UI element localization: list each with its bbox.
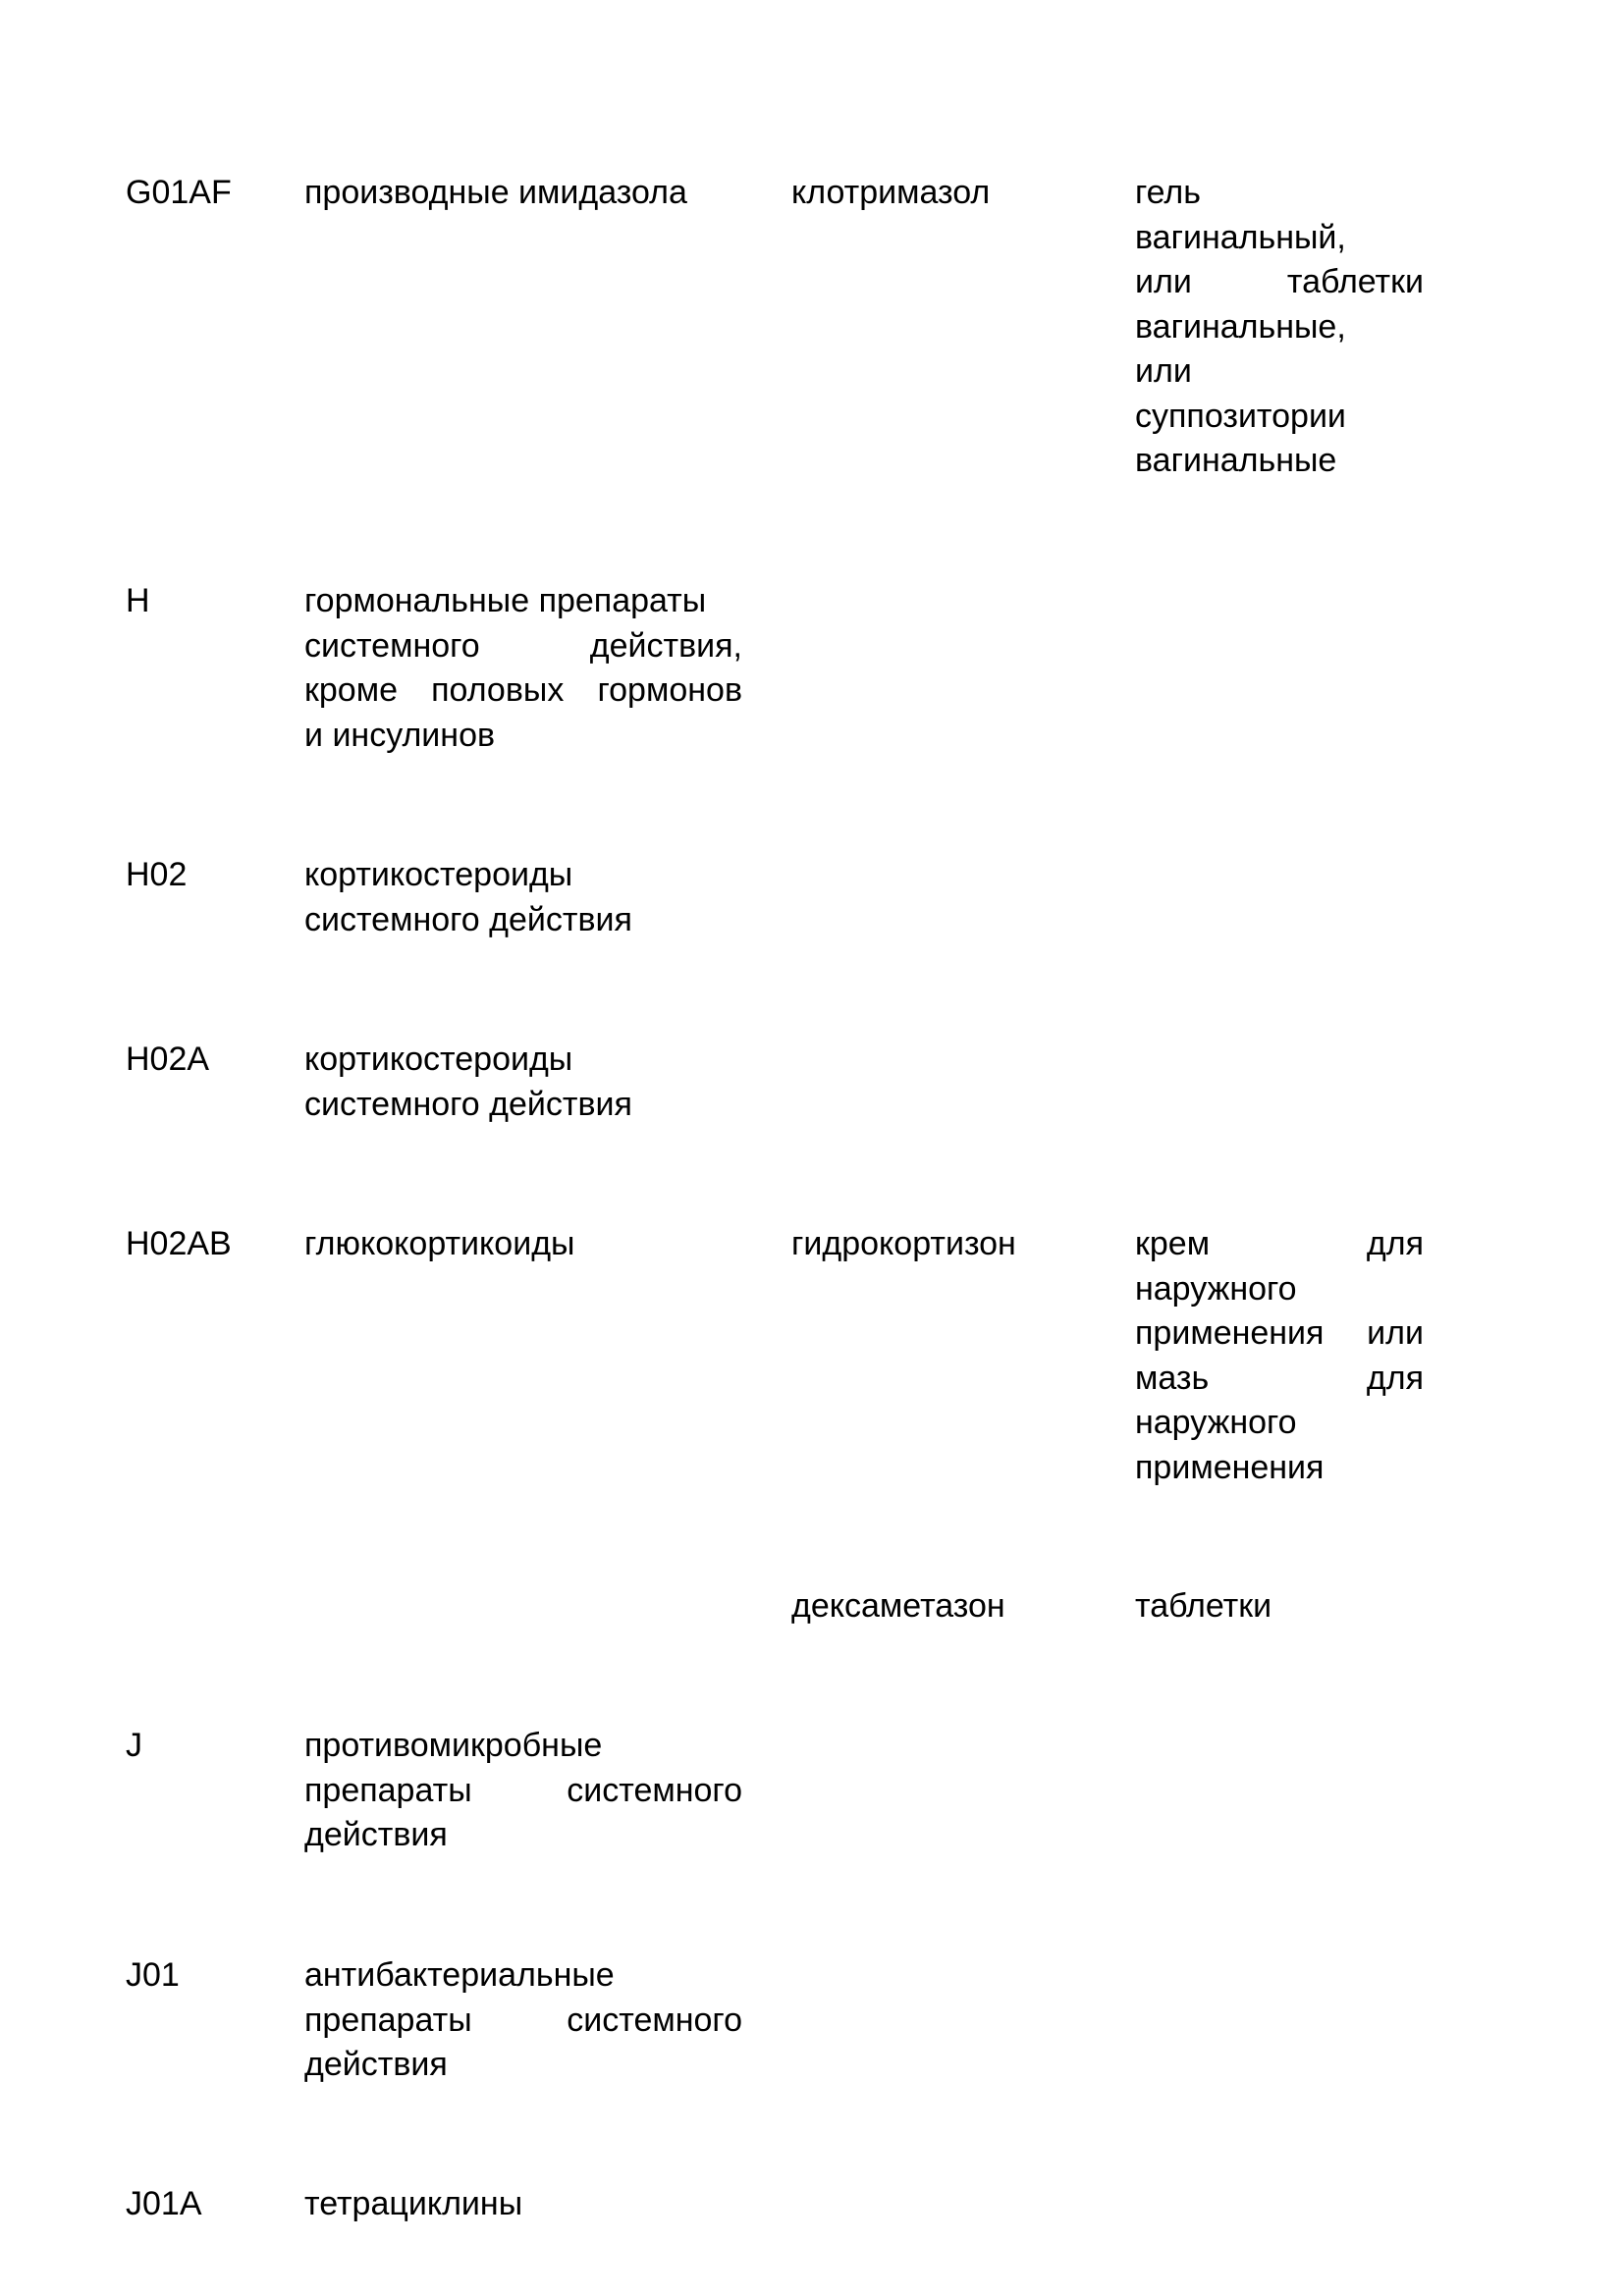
name-line: системного действия: [304, 900, 632, 938]
form-line: крем для: [1135, 1225, 1424, 1262]
dosage-form: [1135, 1584, 1424, 1629]
name-line: системного действия: [304, 1085, 632, 1123]
anatomical-group-name: [304, 853, 742, 942]
anatomical-group-name: [304, 1724, 742, 1858]
form-line: применения или: [1135, 1314, 1424, 1352]
name-line: кортикостероиды: [304, 1041, 573, 1078]
dosage-form: [1135, 1222, 1424, 1490]
form-line: применения: [1135, 1448, 1325, 1486]
atc-code: H: [126, 582, 150, 619]
atc-code: J: [126, 1727, 142, 1764]
form-line: суппозитории: [1135, 397, 1346, 435]
form-line: вагинальный,: [1135, 218, 1346, 256]
name-line: глюкокортикоиды: [304, 1225, 575, 1262]
form-line: мазь для: [1135, 1359, 1424, 1397]
form-line: вагинальные,: [1135, 307, 1346, 346]
anatomical-group-name: [304, 579, 742, 758]
atc-code: G01AF: [126, 174, 232, 211]
form-line: вагинальные: [1135, 442, 1337, 479]
atc-code: J01A: [126, 2185, 202, 2222]
form-line: гель: [1135, 174, 1201, 211]
atc-code: H02: [126, 856, 188, 893]
name-line: препараты системного: [304, 2001, 742, 2039]
name-line: и инсулинов: [304, 716, 496, 754]
form-line: наружного: [1135, 1269, 1297, 1308]
dosage-form: [1135, 171, 1424, 484]
drug-name: гидрокортизон: [791, 1225, 1016, 1262]
atc-code: J01: [126, 1956, 180, 1994]
anatomical-group-name: [304, 1038, 742, 1127]
name-line: препараты системного: [304, 1771, 742, 1809]
drug-name: дексаметазон: [791, 1587, 1005, 1625]
name-line: кортикостероиды: [304, 856, 573, 893]
name-line: гормональные препараты: [304, 582, 707, 619]
drug-name: клотримазол: [791, 174, 991, 211]
name-line: производные имидазола: [304, 174, 687, 211]
anatomical-group-name: [304, 171, 742, 216]
form-line: таблетки: [1135, 1587, 1272, 1625]
form-line: наружного: [1135, 1404, 1297, 1441]
name-line: действия: [304, 1816, 448, 1853]
atc-code: H02A: [126, 1041, 210, 1078]
form-line: или таблетки: [1135, 263, 1424, 300]
anatomical-group-name: [304, 1953, 742, 2088]
name-line: противомикробные: [304, 1727, 603, 1764]
anatomical-group-name: [304, 1222, 742, 1267]
atc-code: H02AB: [126, 1225, 232, 1262]
name-line: системного действия,: [304, 626, 742, 665]
form-line: или: [1135, 352, 1192, 390]
name-line: тетрациклины: [304, 2185, 523, 2222]
name-line: кроме половых гормонов: [304, 671, 742, 709]
anatomical-group-name: [304, 2182, 742, 2227]
name-line: действия: [304, 2046, 448, 2083]
name-line: антибактериальные: [304, 1956, 615, 1994]
